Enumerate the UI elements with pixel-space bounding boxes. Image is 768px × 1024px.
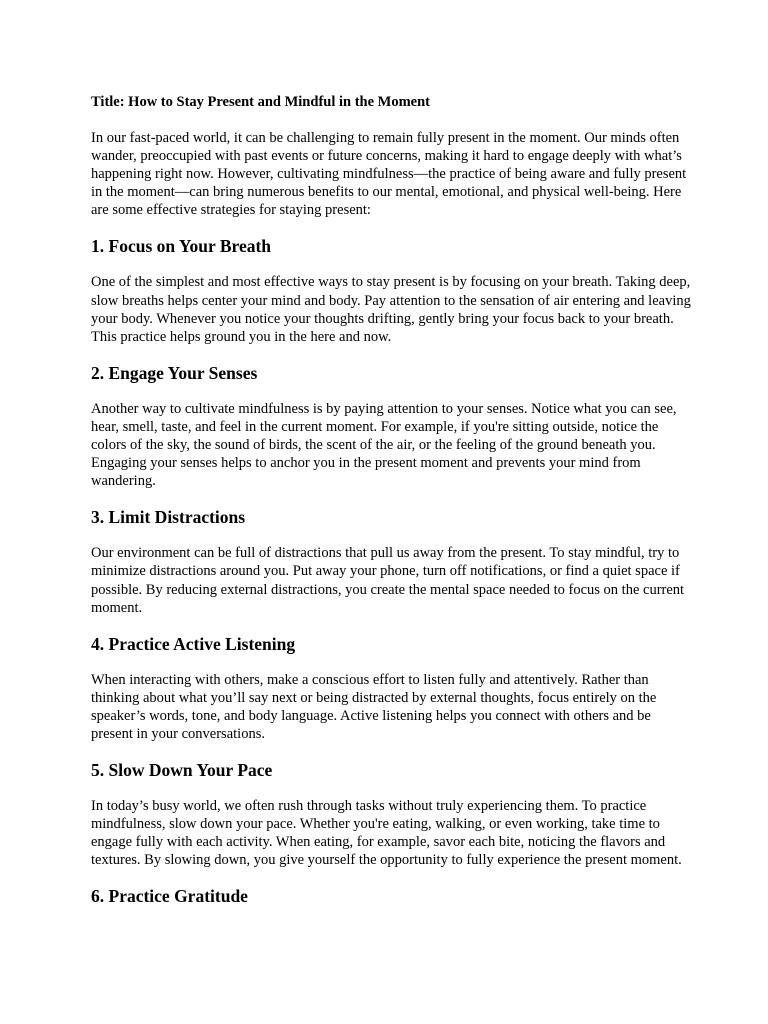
section-body-breath: One of the simplest and most effective ways to stay present is by focusing on your breath. Taking deep, slow breaths helps center your mind and body. Pay attention to the sensation of air entering and leaving your body. Whenever you notice your thoughts drifting, gently bring your focus back to your breath. This practice helps ground you in the here and now. xyxy=(91,274,691,345)
section-heading-senses: 2. Engage Your Senses xyxy=(91,362,258,383)
section-body-listening: When interacting with others, make a conscious effort to listen fully and attentively. Rather than thinking about what you’ll say next or being distracted by external thoughts, focus entirely on the speaker’s words, tone, and body language. Active listening helps you connect with others and be present in your conversations. xyxy=(91,671,657,742)
section-body-distractions: Our environment can be full of distractions that pull us away from the present. To stay mindful, try to minimize distractions around you. Put away your phone, turn off notifications, or find a quiet space if possible. By reducing external distractions, you create the mental space needed to focus on the current moment. xyxy=(91,545,685,616)
section-body-pace: In today’s busy world, we often rush through tasks without truly experiencing them. To practice mindfulness, slow down your pace. Whether you're eating, walking, or even working, take time to engage fully with each activity. When eating, for example, savor each bite, noticing the flavors and textures. By slowing down, you give yourself the opportunity to fully experience the present moment. xyxy=(91,798,682,869)
section-heading-pace: 5. Slow Down Your Pace xyxy=(91,760,273,781)
section-heading-listening: 4. Practice Active Listening xyxy=(91,633,296,654)
intro-paragraph: In our fast-paced world, it can be challenging to remain fully present in the moment. Our minds often wander, preoccupied with past events or future concerns, making it hard to engage deeply with what’s happening right now. However, cultivating mindfulness—the practice of being aware and fully present in the moment—can bring numerous benefits to our mental, emotional, and physical well-being. Here are some effective strategies for staying present: xyxy=(91,130,687,219)
document-title: Title: How to Stay Present and Mindful in the Moment xyxy=(91,94,431,110)
section-heading-gratitude: 6. Practice Gratitude xyxy=(91,886,248,907)
section-heading-distractions: 3. Limit Distractions xyxy=(91,507,246,528)
document-page xyxy=(91,93,691,923)
section-body-senses: Another way to cultivate mindfulness is by paying attention to your senses. Notice what you can see, hear, smell, taste, and feel in the current moment. For example, if you're sitting outside, notice the colors of the sky, the sound of birds, the scent of the air, or the feeling of the ground beneath you. Engaging your senses helps to anchor you in the present moment and prevents your mind from wandering. xyxy=(91,400,677,490)
section-heading-breath: 1. Focus on Your Breath xyxy=(91,236,272,257)
